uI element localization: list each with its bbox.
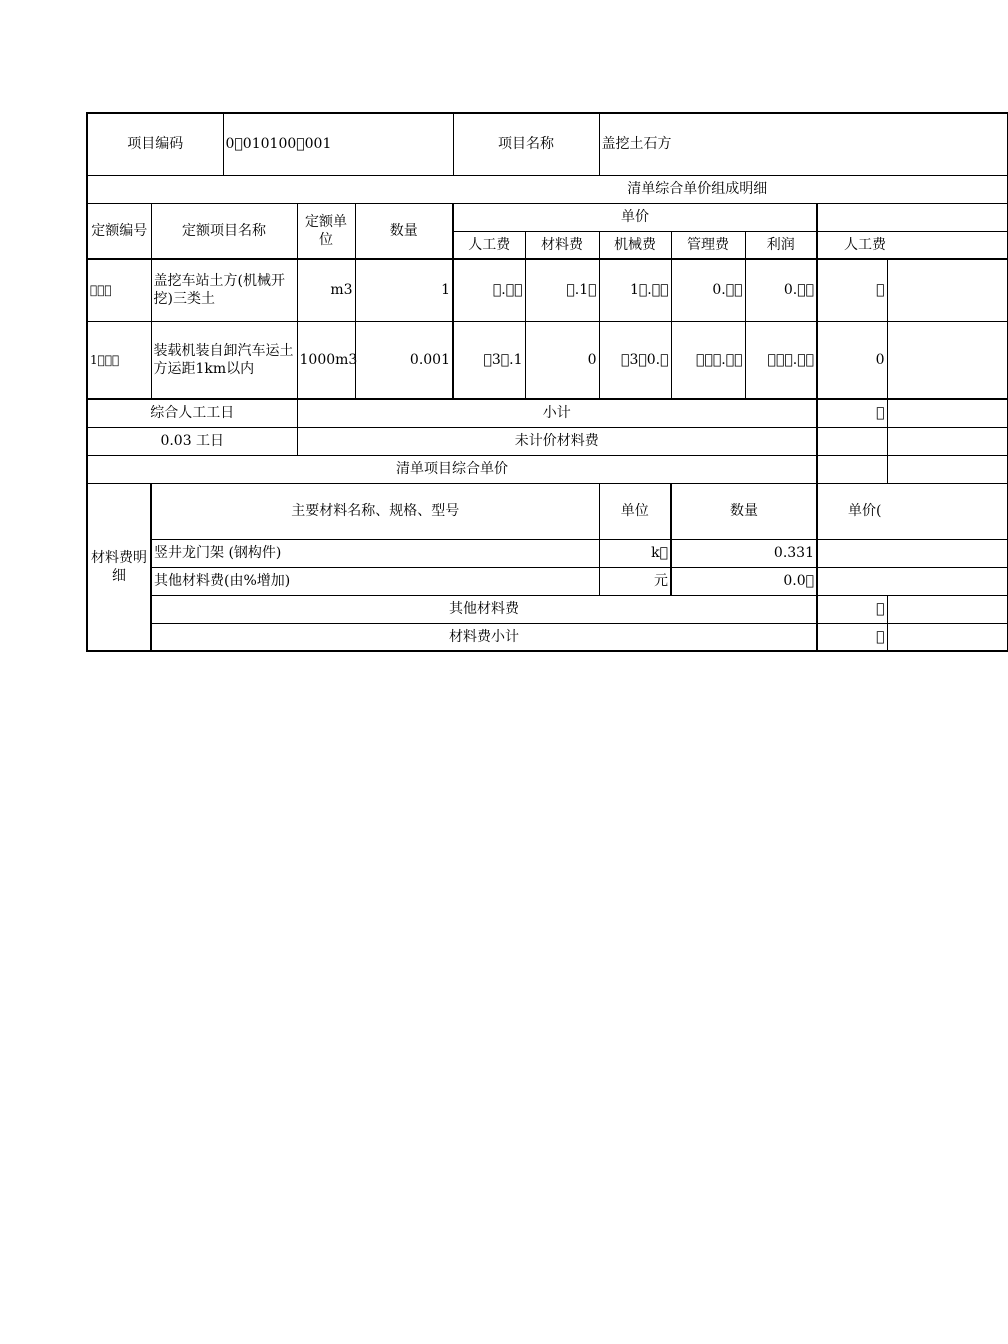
- project-code-value: 0􀀀010100􀀀001: [223, 113, 453, 175]
- labor-cost: 􀀀.􀀀􀀀: [453, 259, 525, 321]
- material-subtotal-value: 􀀀: [817, 623, 887, 651]
- unit-price-analysis-table: [86, 112, 1008, 652]
- table-row: [87, 321, 1007, 399]
- total-labor: 􀀀: [817, 259, 887, 321]
- total-labor: 0: [817, 321, 887, 399]
- project-name-label: 项目名称: [453, 113, 599, 175]
- material-unit-header: 单位: [599, 483, 671, 539]
- col-labor-total: 人工费: [817, 231, 1007, 259]
- material-header-row: [87, 483, 1007, 539]
- material-name-header: 主要材料名称、规格、型号: [151, 483, 599, 539]
- quota-no: 1􀀀􀀀􀀀: [87, 321, 151, 399]
- quota-no: 􀀀􀀀􀀀: [87, 259, 151, 321]
- material-qty: 0.0􀀀: [671, 567, 817, 595]
- col-material: 材料费: [525, 231, 599, 259]
- col-quantity: 数量: [355, 203, 453, 259]
- table-row: [87, 259, 1007, 321]
- overflow-cell: [887, 623, 1007, 651]
- section-title-row: [87, 175, 1007, 203]
- material-row: [87, 567, 1007, 595]
- quota-name: 装载机装自卸汽车运土方运距1km以内: [151, 321, 297, 399]
- header-row: [87, 113, 1007, 175]
- quota-name: 盖挖车站土方(机械开挖)三类土: [151, 259, 297, 321]
- col-total-group: [817, 203, 1007, 231]
- workday-value: 0.03 工日: [87, 427, 297, 455]
- machine-cost: 􀀀3􀀀0.􀀀: [599, 321, 671, 399]
- section-title: [87, 175, 1007, 203]
- col-profit: 利润: [745, 231, 817, 259]
- material-price: [817, 567, 1007, 595]
- subtotal-value: 􀀀: [817, 399, 887, 427]
- col-management: 管理费: [671, 231, 745, 259]
- project-code-label: 项目编码: [87, 113, 223, 175]
- management-cost: 􀀀􀀀􀀀.􀀀􀀀: [671, 321, 745, 399]
- subtotal-label: 小计: [297, 399, 817, 427]
- material-unit: 元: [599, 567, 671, 595]
- quota-qty: 0.001: [355, 321, 453, 399]
- quota-qty: 1: [355, 259, 453, 321]
- material-section-label: 材料费明细: [87, 483, 151, 651]
- material-name: 其他材料费(由%增加): [151, 567, 599, 595]
- unpriced-label: 未计价材料费: [297, 427, 817, 455]
- workday-row: [87, 399, 1007, 427]
- workday-label: 综合人工工日: [87, 399, 297, 427]
- col-quota-unit: 定额单位: [297, 203, 355, 259]
- quota-unit: m3: [297, 259, 355, 321]
- material-price-header: 单价(: [817, 483, 1007, 539]
- col-quota-no: 定额编号: [87, 203, 151, 259]
- material-qty-header: 数量: [671, 483, 817, 539]
- overflow-cell: [887, 455, 1007, 483]
- other-material-row: [87, 595, 1007, 623]
- cost-breakdown-sheet: [86, 112, 887, 652]
- other-material-value: 􀀀: [817, 595, 887, 623]
- overflow-cell: [887, 595, 1007, 623]
- material-subtotal-label: 材料费小计: [151, 623, 817, 651]
- material-name: 竖井龙门架 (钢构件): [151, 539, 599, 567]
- composite-label: [87, 455, 817, 483]
- material-cost: 􀀀.1􀀀: [525, 259, 599, 321]
- material-price: [817, 539, 1007, 567]
- quota-unit: 1000m3: [297, 321, 355, 399]
- col-machine: 机械费: [599, 231, 671, 259]
- overflow-cell: [887, 259, 1007, 321]
- col-quota-name: 定额项目名称: [151, 203, 297, 259]
- project-name-value: 盖挖土石方: [599, 113, 1007, 175]
- column-header-row-1: [87, 203, 1007, 231]
- section-title-text: 清单综合单价组成明细: [627, 181, 768, 197]
- profit-cost: 0.􀀀􀀀: [745, 259, 817, 321]
- labor-cost: 􀀀3􀀀.1: [453, 321, 525, 399]
- overflow-cell: [887, 399, 1007, 427]
- col-unit-price: 单价: [453, 203, 817, 231]
- material-row: [87, 539, 1007, 567]
- unpriced-row: [87, 427, 1007, 455]
- material-cost: 0: [525, 321, 599, 399]
- composite-value: [817, 455, 887, 483]
- unpriced-value: [817, 427, 887, 455]
- material-unit: k􀀀: [599, 539, 671, 567]
- management-cost: 0.􀀀􀀀: [671, 259, 745, 321]
- overflow-cell: [887, 427, 1007, 455]
- material-qty: 0.331: [671, 539, 817, 567]
- overflow-cell: [887, 321, 1007, 399]
- machine-cost: 1􀀀.􀀀􀀀: [599, 259, 671, 321]
- col-labor: 人工费: [453, 231, 525, 259]
- composite-row: [87, 455, 1007, 483]
- other-material-label: 其他材料费: [151, 595, 817, 623]
- composite-label-text: 清单项目综合单价: [396, 461, 508, 477]
- material-subtotal-row: [87, 623, 1007, 651]
- profit-cost: 􀀀􀀀􀀀.􀀀􀀀: [745, 321, 817, 399]
